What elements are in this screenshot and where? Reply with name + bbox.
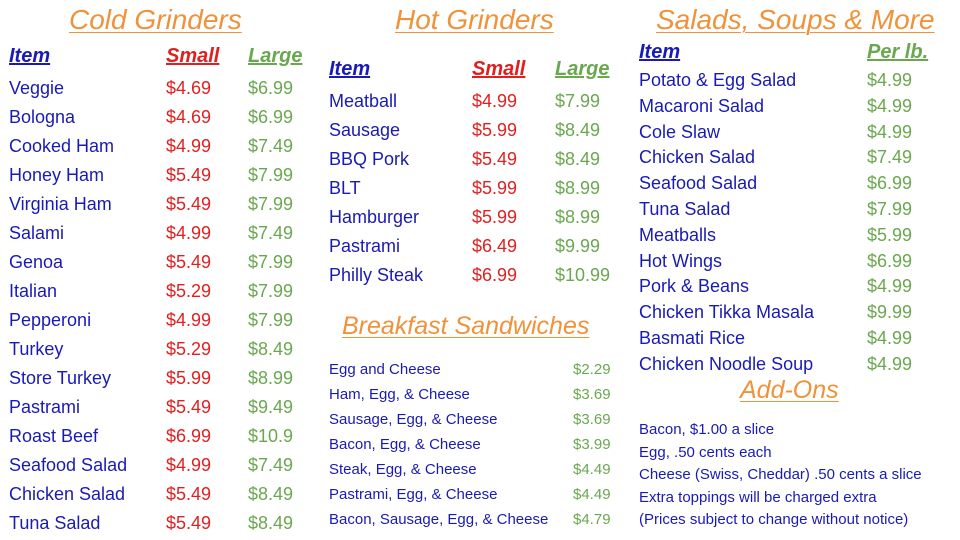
item-name: Hot Wings [639, 250, 723, 271]
item-price: $7.99 [867, 199, 913, 219]
item-name: Pastrami, Egg, & Cheese [329, 486, 498, 503]
item-name: Genoa [9, 252, 64, 272]
item-name: Honey Ham [9, 165, 105, 185]
small-price: $5.49 [166, 397, 212, 417]
hot-item-header: Item [329, 58, 371, 80]
item-price: $4.49 [573, 486, 611, 503]
large-price: $7.99 [248, 281, 294, 301]
item-name: Bologna [9, 107, 76, 127]
small-price: $5.49 [472, 149, 518, 169]
small-price: $5.99 [472, 178, 518, 198]
hot-grinders-title: Hot Grinders [395, 4, 554, 35]
item-price: $4.79 [573, 511, 611, 528]
small-price: $6.99 [472, 265, 518, 285]
large-price: $7.99 [248, 252, 294, 272]
small-price: $5.49 [166, 513, 212, 533]
item-price: $7.49 [867, 147, 913, 168]
large-price: $7.49 [248, 455, 294, 475]
item-price: $9.99 [867, 302, 913, 323]
item-price: $3.99 [573, 436, 611, 453]
item-price: $4.99 [867, 70, 913, 90]
item-price: $4.49 [573, 461, 611, 478]
item-name: Egg and Cheese [329, 361, 441, 378]
small-price: $4.99 [166, 455, 212, 475]
item-price: $3.69 [573, 386, 611, 403]
small-price: $5.29 [166, 281, 212, 301]
item-name: Pastrami [329, 236, 401, 256]
addons-title: Add-Ons [740, 376, 839, 404]
large-price: $9.49 [248, 397, 294, 417]
item-name: Salami [9, 223, 65, 243]
item-name: Bacon, Sausage, Egg, & Cheese [329, 511, 549, 528]
item-name: Seafood Salad [9, 455, 128, 475]
large-price: $6.99 [248, 78, 294, 98]
small-price: $4.69 [166, 78, 212, 98]
large-price: $8.49 [248, 513, 294, 533]
item-name: Chicken Tikka Masala [639, 302, 815, 323]
item-name: Roast Beef [9, 426, 99, 446]
small-price: $5.49 [166, 165, 212, 185]
addon-line: Bacon, $1.00 a slice [639, 421, 775, 438]
cold-item-header: Item [9, 45, 51, 67]
small-price: $5.49 [166, 484, 212, 504]
item-name: BBQ Pork [329, 149, 410, 169]
addon-line: Cheese (Swiss, Cheddar) .50 cents a slice [639, 466, 922, 483]
item-name: Bacon, Egg, & Cheese [329, 436, 481, 453]
small-price: $5.29 [166, 339, 212, 359]
item-name: Cole Slaw [639, 121, 721, 142]
small-price: $5.49 [166, 194, 212, 214]
item-name: Store Turkey [9, 368, 112, 388]
item-name: Steak, Egg, & Cheese [329, 461, 477, 478]
large-price: $8.49 [555, 149, 601, 169]
cold-large-header: Large [248, 45, 303, 67]
small-price: $5.99 [472, 207, 518, 227]
salads-per-lb-header: Per lb. [867, 41, 929, 63]
item-name: Virginia Ham [9, 194, 112, 214]
item-name: Potato & Egg Salad [639, 70, 797, 90]
large-price: $8.99 [555, 207, 601, 227]
large-price: $8.49 [248, 339, 294, 359]
large-price: $10.99 [555, 265, 611, 285]
addon-line: Extra toppings will be charged extra [639, 488, 877, 506]
item-name: Meatball [329, 91, 398, 111]
large-price: $7.99 [555, 91, 601, 111]
item-price: $6.99 [867, 173, 913, 194]
item-name: Cooked Ham [9, 136, 115, 156]
small-price: $4.99 [166, 136, 212, 156]
addon-line: Egg, .50 cents each [639, 443, 772, 461]
item-price: $4.99 [867, 121, 913, 142]
salads-item-header: Item [639, 41, 681, 63]
small-price: $4.99 [472, 91, 518, 111]
small-price: $5.99 [472, 120, 518, 140]
large-price: $6.99 [248, 107, 294, 127]
item-price: $4.99 [867, 353, 913, 374]
large-price: $8.99 [248, 368, 294, 388]
small-price: $4.99 [166, 223, 212, 243]
salads-title: Salads, Soups & More [656, 4, 935, 35]
large-price: $7.99 [248, 194, 294, 214]
item-price: $2.29 [573, 361, 611, 378]
small-price: $5.49 [166, 252, 212, 272]
item-name: Tuna Salad [9, 513, 101, 533]
item-name: Pork & Beans [639, 276, 750, 297]
small-price: $5.99 [166, 368, 212, 388]
hot-small-header: Small [472, 58, 526, 80]
item-name: Ham, Egg, & Cheese [329, 386, 470, 403]
item-name: Philly Steak [329, 265, 424, 285]
item-price: $4.99 [867, 95, 913, 116]
item-name: Chicken Noodle Soup [639, 353, 814, 374]
item-name: Meatballs [639, 224, 717, 245]
item-name: Tuna Salad [639, 199, 731, 219]
item-name: Pastrami [9, 397, 81, 417]
item-price: $4.99 [867, 328, 913, 348]
item-name: BLT [329, 178, 361, 198]
large-price: $7.49 [248, 223, 294, 243]
small-price: $6.99 [166, 426, 212, 446]
addon-line: (Prices subject to change without notice) [639, 511, 909, 528]
item-price: $4.99 [867, 276, 913, 297]
large-price: $8.49 [555, 120, 601, 140]
large-price: $8.99 [555, 178, 601, 198]
cold-small-header: Small [166, 45, 220, 67]
item-name: Basmati Rice [639, 328, 746, 348]
small-price: $4.69 [166, 107, 212, 127]
hot-large-header: Large [555, 58, 610, 80]
small-price: $6.49 [472, 236, 518, 256]
large-price: $8.49 [248, 484, 294, 504]
item-name: Sausage [329, 120, 401, 140]
item-name: Macaroni Salad [639, 95, 765, 116]
item-name: Chicken Salad [9, 484, 126, 504]
item-price: $3.69 [573, 411, 611, 428]
item-name: Pepperoni [9, 310, 92, 330]
breakfast-title: Breakfast Sandwiches [342, 312, 590, 340]
item-name: Sausage, Egg, & Cheese [329, 411, 498, 428]
item-price: $6.99 [867, 250, 913, 271]
item-name: Seafood Salad [639, 173, 758, 194]
item-name: Italian [9, 281, 58, 301]
large-price: $7.49 [248, 136, 294, 156]
cold-grinders-title: Cold Grinders [69, 4, 242, 35]
item-name: Chicken Salad [639, 147, 756, 168]
item-name: Hamburger [329, 207, 420, 227]
item-name: Turkey [9, 339, 64, 359]
large-price: $9.99 [555, 236, 601, 256]
large-price: $7.99 [248, 165, 294, 185]
item-name: Veggie [9, 78, 65, 98]
small-price: $4.99 [166, 310, 212, 330]
large-price: $10.9 [248, 426, 294, 446]
item-price: $5.99 [867, 224, 913, 245]
large-price: $7.99 [248, 310, 294, 330]
